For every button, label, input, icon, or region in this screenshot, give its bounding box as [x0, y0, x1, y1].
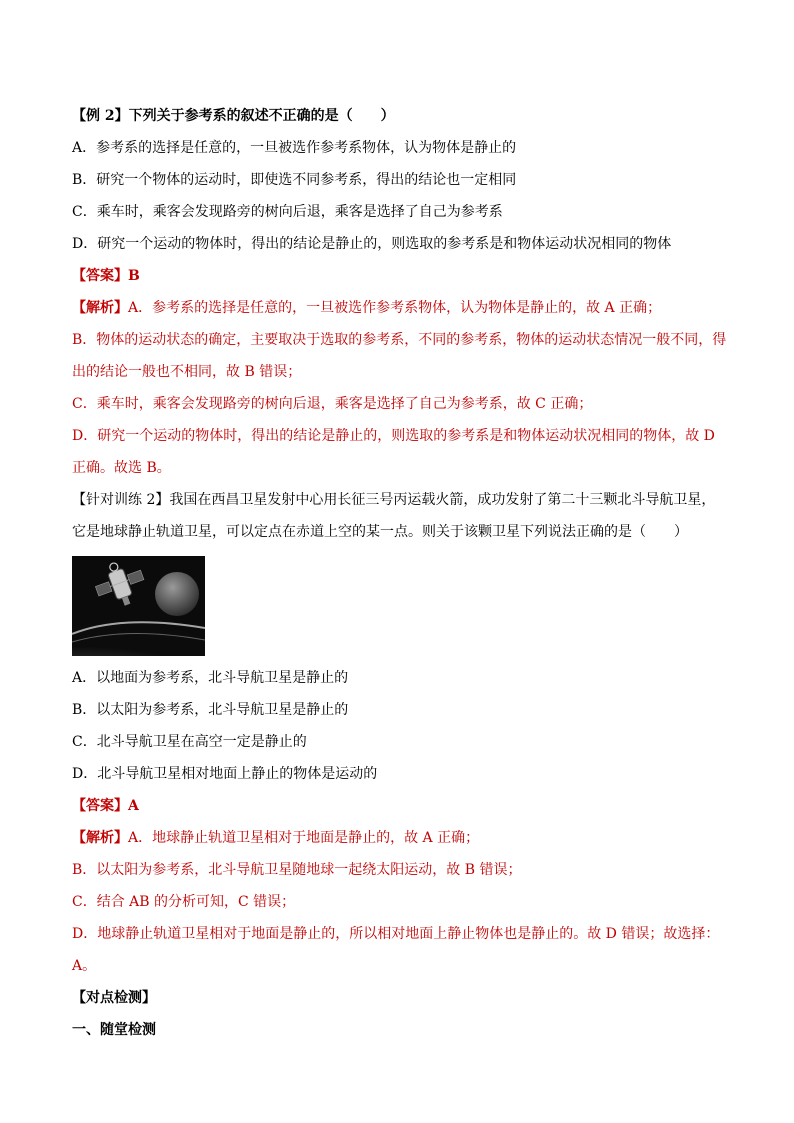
training-2-option-b: B．以太阳为参考系，北斗导航卫星是静止的 [72, 702, 349, 718]
training-2-analysis-d: D．地球静止轨道卫星相对于地面是静止的，所以相对地面上静止物体也是静止的。故 D 错误；故选择：A。 [72, 926, 720, 974]
example-2-analysis-b: B．物体的运动状态的确定，主要取决于选取的参考系，不同的参考系，物体的运动状态情况一般不同，得出的结论一般也不相同，故 B 错误； [72, 332, 727, 380]
example-2-answer: 【答案】B [72, 268, 140, 284]
example-2-option-b: B．研究一个物体的运动时，即使选不同参考系，得出的结论也一定相同 [72, 172, 517, 188]
training-2-analysis-a [72, 822, 727, 854]
analysis-label: 【解析】 [72, 830, 128, 846]
analysis-label: 【解析】 [72, 300, 128, 316]
training-2-answer: 【答案】A [72, 798, 139, 814]
training-2-analysis-c: C．结合 AB 的分析可知，C 错误； [72, 894, 296, 910]
example-2-analysis-a [72, 292, 727, 324]
training-2-question [72, 484, 727, 548]
example-2-title: 【例 2】下列关于参考系的叙述不正确的是（ ） [72, 108, 395, 124]
training-2-option-d: D．北斗导航卫星相对地面上静止的物体是运动的 [72, 766, 378, 782]
example-2-question [72, 100, 727, 132]
example-2-option-d: D．研究一个运动的物体时，得出的结论是静止的，则选取的参考系是和物体运动状况相同的物体 [72, 236, 672, 252]
satellite-image [72, 556, 205, 656]
training-2-title: 【针对训练 2】我国在西昌卫星发射中心用长征三号丙运载火箭，成功发射了第二十三颗北斗导航卫星，它是地球静止轨道卫星，可以定点在赤道上空的某一点。则关于该颗卫星下列说法正确的是（ ） [72, 492, 716, 540]
example-2-option-c: C．乘车时，乘客会发现路旁的树向后退，乘客是选择了自己为参考系 [72, 204, 503, 220]
training-2-option-a: A．以地面为参考系，北斗导航卫星是静止的 [72, 670, 349, 686]
training-2-analysis-b: B．以太阳为参考系，北斗导航卫星随地球一起绕太阳运动，故 B 错误； [72, 862, 522, 878]
analysis-text: A．参考系的选择是任意的，一旦被选作参考系物体，认为物体是静止的，故 A 正确； [128, 300, 662, 316]
example-2-option-a: A．参考系的选择是任意的，一旦被选作参考系物体，认为物体是静止的 [72, 140, 517, 156]
section-title: 【对点检测】 [72, 990, 156, 1006]
section-subtitle: 一、随堂检测 [72, 1022, 156, 1038]
training-2-option-c: C．北斗导航卫星在高空一定是静止的 [72, 734, 307, 750]
analysis-text: A．地球静止轨道卫星相对于地面是静止的，故 A 正确； [128, 830, 480, 846]
document-page [72, 100, 727, 1046]
example-2-analysis-d: D．研究一个运动的物体时，得出的结论是静止的，则选取的参考系是和物体运动状况相同的物体，故 D 正确。故选 B。 [72, 428, 715, 476]
example-2-analysis-c: C．乘车时，乘客会发现路旁的树向后退，乘客是选择了自己为参考系，故 C 正确； [72, 396, 593, 412]
